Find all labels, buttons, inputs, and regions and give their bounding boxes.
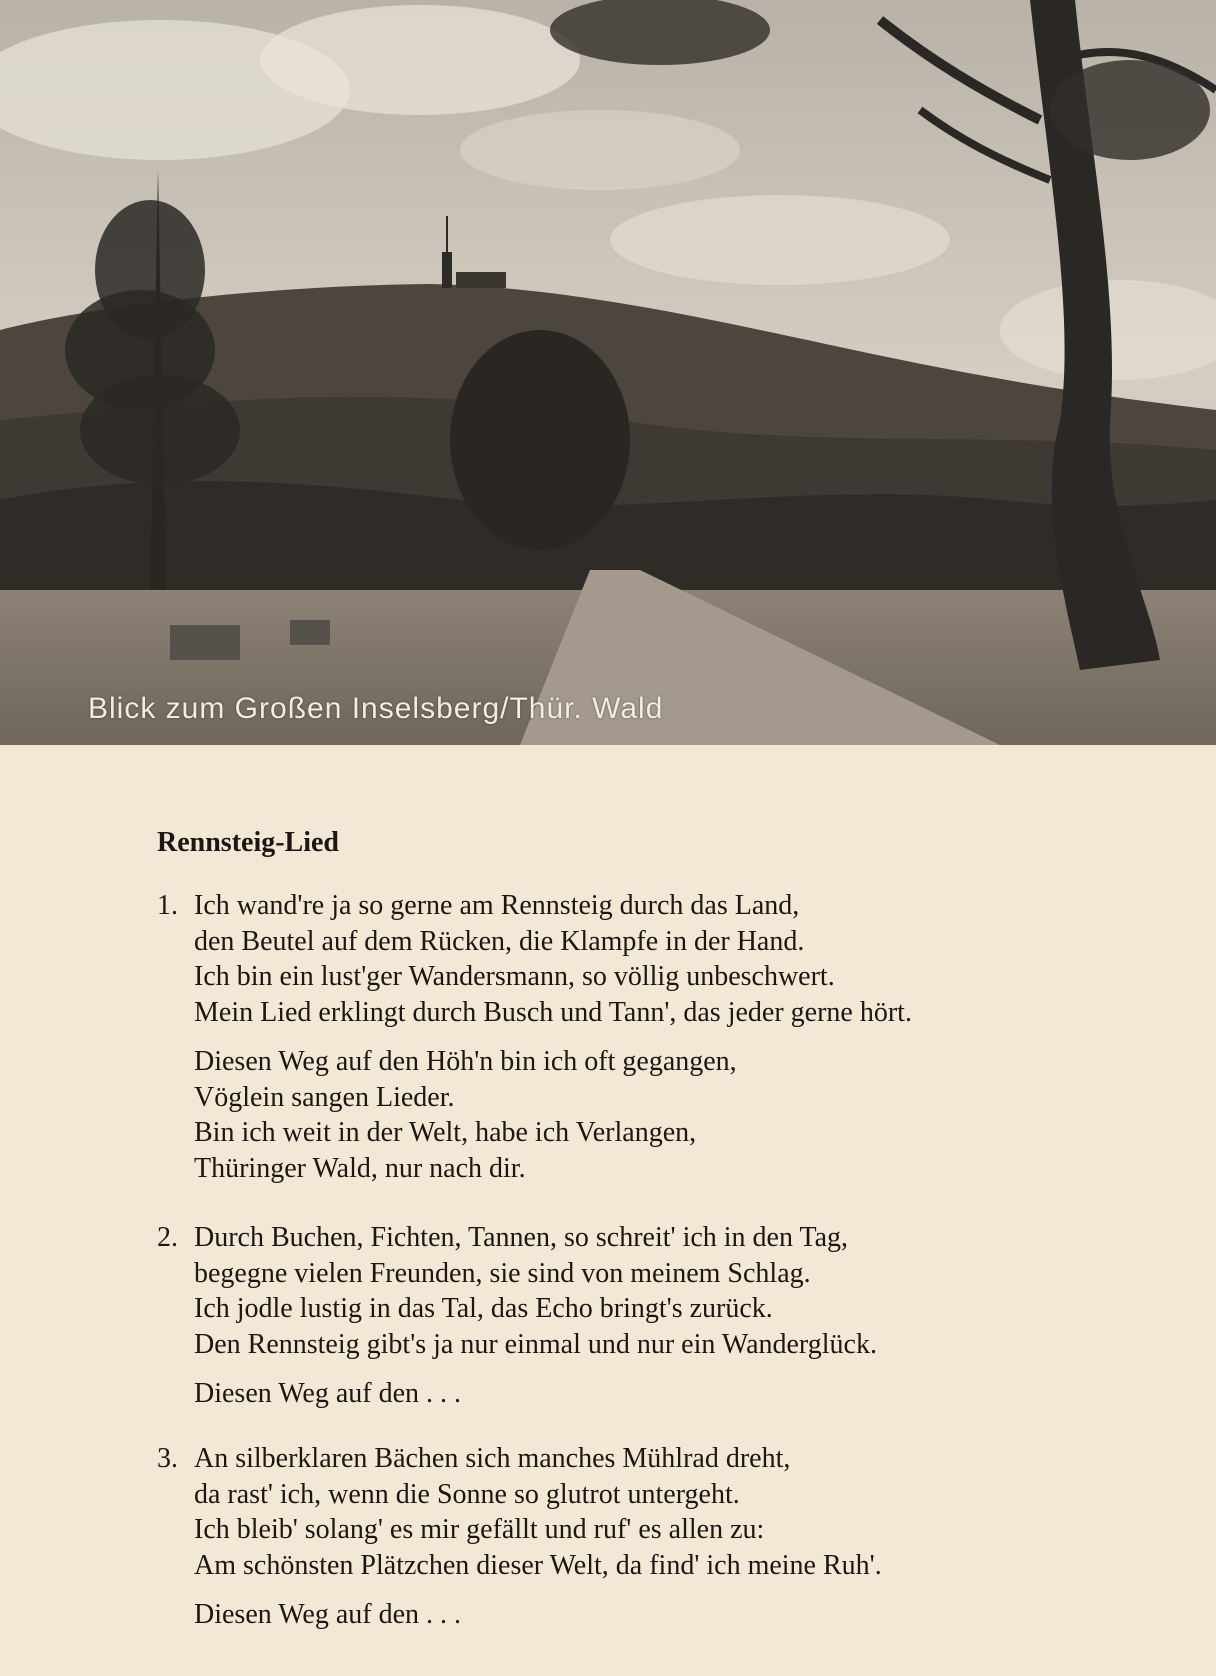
refrain-line: Diesen Weg auf den . . . <box>194 1599 462 1630</box>
verse-number: 2. <box>157 1222 178 1253</box>
photo-caption: Blick zum Großen Inselsberg/Thür. Wald <box>88 692 664 725</box>
song-title: Rennsteig-Lied <box>157 827 339 858</box>
refrain-line: Thüringer Wald, nur nach dir. <box>194 1152 526 1184</box>
verse-line: Ich bleib' solang' es mir gefällt und ruf' es allen zu: <box>194 1514 765 1545</box>
verse-line: Mein Lied erklingt durch Busch und Tann', das jeder gerne hört. <box>194 996 912 1028</box>
verse-line: Durch Buchen, Fichten, Tannen, so schreit' ich in den Tag, <box>194 1222 849 1253</box>
verse-1 <box>157 888 912 1186</box>
refrain-line: Diesen Weg auf den Höh'n bin ich oft gegangen, <box>194 1046 737 1077</box>
refrain-line: Diesen Weg auf den . . . <box>194 1378 462 1409</box>
refrain-line: Vöglein sangen Lieder. <box>194 1081 455 1113</box>
verse-line: da rast' ich, wenn die Sonne so glutrot untergeht. <box>194 1478 740 1510</box>
verse-line: Ich jodle lustig in das Tal, das Echo bringt's zurück. <box>194 1293 773 1324</box>
refrain-line: Bin ich weit in der Welt, habe ich Verlangen, <box>194 1117 697 1148</box>
verse-number: 1. <box>157 890 178 921</box>
verse-line: Am schönsten Plätzchen dieser Welt, da find' ich meine Ruh'. <box>194 1549 882 1581</box>
landscape-photo <box>0 0 1216 745</box>
verse-line: Den Rennsteig gibt's ja nur einmal und nur ein Wanderglück. <box>194 1328 877 1360</box>
verse-line: begegne vielen Freunden, sie sind von meinem Schlag. <box>194 1257 811 1289</box>
mountain-landscape-image <box>0 0 1216 745</box>
refrain <box>194 1597 882 1633</box>
verse-line: Ich bin ein lust'ger Wandersmann, so völlig unbeschwert. <box>194 961 835 992</box>
song-text-area <box>0 745 1216 1676</box>
verse-3 <box>157 1441 882 1633</box>
verse-line: den Beutel auf dem Rücken, die Klampfe in der Hand. <box>194 925 805 957</box>
refrain <box>194 1044 912 1186</box>
verse-2 <box>157 1220 877 1412</box>
refrain <box>194 1376 877 1412</box>
verse-line: An silberklaren Bächen sich manches Mühlrad dreht, <box>194 1443 791 1474</box>
verse-line: Ich wand're ja so gerne am Rennsteig durch das Land, <box>194 890 800 921</box>
verse-number: 3. <box>157 1443 178 1474</box>
